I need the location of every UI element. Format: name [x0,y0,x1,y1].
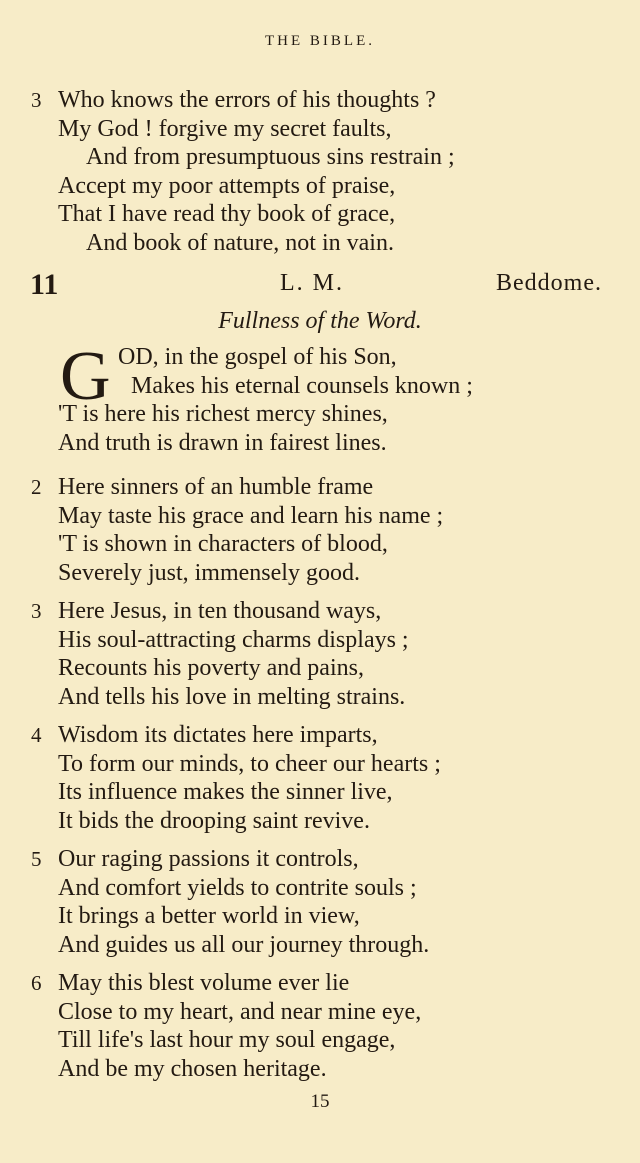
line-text: And be my chosen heritage. [58,1055,327,1082]
line-text: Makes his eternal counsels known ; [131,372,473,399]
line-text: And tells his love in melting strains. [58,683,406,710]
stanza-line [28,845,618,874]
stanza-line [28,86,618,115]
line-text: And book of nature, not in vain. [86,229,394,256]
line-text: Till life's last hour my soul engage, [58,1027,396,1053]
stanza-number: 6 [31,971,42,995]
stanza-2 [28,473,618,587]
line-text: Close to my heart, and near mine eye, [58,998,422,1025]
line-text: OD, in the gospel of his Son, [118,344,397,370]
line-text: To form our minds, to cheer our hearts ; [58,750,441,777]
stanza-3 [28,597,618,711]
stanza-line [28,654,618,683]
line-text: Its influence makes the sinner live, [58,779,393,805]
stanza-6 [28,969,618,1083]
line-text: And truth is drawn in fairest lines. [58,429,387,456]
line-text: Here Jesus, in ten thousand ways, [58,598,382,624]
line-text: May this blest volume ever lie [58,970,350,996]
stanza-line [28,683,618,712]
line-text: Severely just, immensely good. [58,559,360,586]
stanza-line [28,372,618,401]
line-text: His soul-attracting charms displays ; [58,626,409,653]
line-text: Recounts his poverty and pains, [58,655,364,681]
stanza-number: 3 [31,88,42,112]
hymn-author: Beddome. [496,270,602,296]
drop-cap: G [60,338,111,415]
line-text: Who knows the errors of his thoughts ? [58,87,436,113]
line-text: 'T is shown in characters of blood, [58,531,388,557]
line-text: 'T is here his richest mercy shines, [58,401,388,427]
stanza-line [28,530,618,559]
stanza-line [28,931,618,960]
stanza-line [28,473,618,502]
stanza-line [28,626,618,655]
stanza-line [28,969,618,998]
stanza-line [28,750,618,779]
line-text: May taste his grace and learn his name ; [58,502,444,529]
page-number: 15 [310,1091,330,1112]
stanza-line [28,1026,618,1055]
stanza-line [28,502,618,531]
line-text: It bids the drooping saint revive. [58,807,370,834]
stanza-line [28,559,618,588]
hymn-subtitle: Fullness of the Word. [218,308,422,334]
hymn-header [30,268,602,304]
stanza-number: 4 [31,723,42,747]
hymn-number: 11 [30,268,59,301]
stanza-line [28,115,618,144]
stanza-line [28,998,618,1027]
stanza-line [28,429,618,458]
stanza-5 [28,845,618,959]
stanza-line [28,807,618,836]
line-text: My God ! forgive my secret faults, [58,115,392,142]
line-text: It brings a better world in view, [58,903,360,929]
first-stanza [28,338,618,457]
stanza-4 [28,721,618,835]
stanza-line [28,874,618,903]
line-text: And comfort yields to contrite souls ; [58,874,417,901]
stanza-number: 5 [31,847,42,871]
stanza-line [28,1055,618,1084]
stanza-line [28,229,618,258]
stanza-line [28,172,618,201]
stanza-line [28,902,618,931]
line-text: Here sinners of an humble frame [58,474,374,500]
line-text: Accept my poor attempts of praise, [58,172,396,199]
line-text: That I have read thy book of grace, [58,201,396,227]
stanza-line [28,778,618,807]
stanza-line [28,400,618,429]
line-text: And guides us all our journey through. [58,931,430,958]
line-text: And from presumptuous sins restrain ; [86,144,455,170]
stanza-line [28,721,618,750]
stanza-number: 2 [31,475,42,499]
stanza-number: 3 [31,599,42,623]
hymn-meter: L. M. [280,270,344,296]
stanza-line [28,343,618,372]
previous-stanza [28,86,618,257]
line-text: Wisdom its dictates here imparts, [58,722,378,748]
stanza-line [28,200,618,229]
stanza-line [28,143,618,172]
line-text: Our raging passions it controls, [58,846,359,872]
running-head: THE BIBLE. [265,33,375,49]
stanza-line [28,597,618,626]
